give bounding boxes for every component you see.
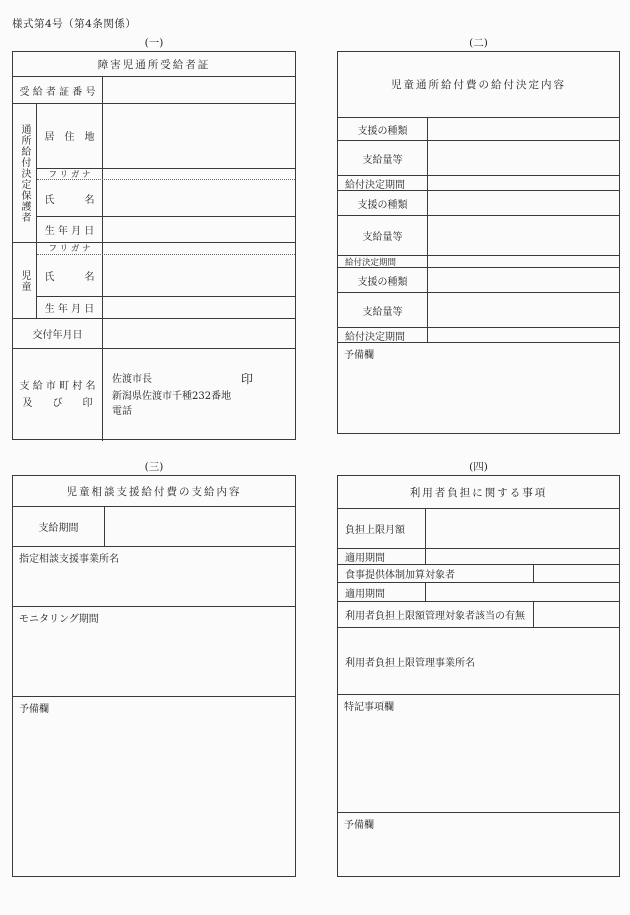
certificate-table: [12, 51, 296, 440]
supply-amount-row-3: [338, 293, 619, 328]
section-label-4: (四): [469, 461, 488, 473]
notes-label: 特記事項欄: [344, 702, 394, 713]
child-name-row: [37, 255, 295, 297]
child-group-label: 児童: [13, 243, 37, 318]
section-label-3: (三): [144, 461, 164, 473]
child-name-value: [103, 255, 295, 296]
seal-mark: 印: [240, 372, 253, 387]
guardian-furigana-value: [103, 169, 295, 180]
cap-office-label: 利用者負担上限管理事業所名: [345, 657, 475, 669]
support-type-row-1: [338, 118, 619, 141]
decision-period-value-3: [428, 328, 619, 342]
section-label-1: (一): [144, 37, 164, 49]
monthly-cap-label: 負担上限月額: [338, 509, 426, 548]
municipality-label: [13, 349, 103, 441]
recipient-number-label: 受 給 者 証 番 号: [13, 77, 103, 103]
municipality-row: [13, 349, 295, 441]
section-label-2: (二): [469, 37, 488, 49]
applicable-period-row-2: [338, 583, 619, 602]
certificate-title-row: [13, 52, 295, 77]
child-group: [13, 243, 295, 319]
cap-management-label: 利用者負担上限額管理対象者該当の有無: [345, 611, 525, 622]
supply-amount-label-3: 支給量等: [338, 293, 428, 327]
monthly-cap-value: [426, 509, 619, 548]
benefit-decision-title: 児童通所給付費の給付決定内容: [391, 79, 566, 91]
decision-period-row-1: [338, 176, 619, 191]
benefit-reserve-label: 予備欄: [344, 350, 374, 361]
notes-row: [338, 695, 619, 813]
decision-period-label-3: 給付決定期間: [338, 328, 428, 342]
user-burden-reserve-row: [338, 813, 619, 877]
guardian-group-label: 通所給付決定保護者: [13, 104, 37, 242]
cap-office-row: [338, 628, 619, 695]
decision-period-row-2: [338, 256, 619, 268]
meal-provision-label: 食事提供体制加算対象者: [345, 570, 455, 581]
guardian-birthdate-row: [37, 217, 295, 242]
mayor-phone: 電話: [112, 406, 132, 418]
payment-period-value: [105, 507, 295, 546]
issue-date-label: 交付年月日: [13, 319, 103, 348]
user-burden-title-row: [338, 476, 619, 509]
guardian-furigana-label: フ リ ガ ナ: [37, 169, 103, 180]
user-burden-title: 利用者負担に関する事項: [409, 486, 548, 499]
recipient-number-row: [13, 77, 295, 104]
consultation-title: 児童相談支援給付費の支給内容: [66, 485, 242, 498]
monitoring-period-label: モニタリング期間: [19, 614, 99, 625]
support-type-label-1: 支援の種類: [338, 118, 428, 140]
payment-period-label: 支給期間: [13, 507, 105, 546]
supply-amount-label-1: 支給量等: [338, 141, 428, 175]
child-birthdate-label: 生 年 月 日: [37, 297, 103, 318]
user-burden-table: [337, 475, 620, 877]
decision-period-row-3: [338, 328, 619, 343]
supply-amount-row-1: [338, 141, 619, 176]
consultation-office-label: 指定相談支援事業所名: [19, 554, 119, 565]
support-type-row-3: [338, 268, 619, 293]
residence-label: 居 住 地: [37, 104, 103, 168]
guardian-birthdate-label: 生 年 月 日: [37, 217, 103, 242]
applicable-period-value-2: [426, 583, 619, 601]
applicable-period-row-1: [338, 549, 619, 565]
child-birthdate-value: [103, 297, 295, 318]
decision-period-label-2: 給付決定期間: [338, 256, 428, 267]
recipient-number-value: [103, 77, 295, 103]
applicable-period-label-2: 適用期間: [338, 583, 426, 601]
cap-management-row: [338, 602, 619, 628]
municipality-value: [103, 349, 295, 441]
payment-period-row: [13, 507, 295, 547]
child-furigana-row: [37, 243, 295, 255]
consultation-support-table: [12, 475, 296, 877]
meal-provision-row: [338, 565, 619, 583]
municipality-label-line2: 及 び 印: [22, 398, 93, 409]
support-type-label-2: 支援の種類: [338, 191, 428, 215]
decision-period-value-1: [428, 176, 619, 190]
consultation-reserve-row: [13, 697, 295, 878]
municipality-label-line1: 支 給 市 町 村 名: [19, 381, 96, 392]
consultation-reserve-label: 予備欄: [19, 704, 49, 715]
consultation-office-row: [13, 547, 295, 607]
mayor-address: 新潟県佐渡市千種232番地: [112, 390, 232, 402]
cap-management-value: [533, 602, 619, 627]
child-birthdate-row: [37, 297, 295, 318]
consultation-title-row: [13, 476, 295, 507]
support-type-row-2: [338, 191, 619, 216]
support-type-value-2: [428, 191, 619, 215]
page-title: 様式第4号（第4条関係）: [12, 18, 137, 30]
meal-provision-value: [533, 565, 619, 582]
supply-amount-value-3: [428, 293, 619, 327]
support-type-value-3: [428, 268, 619, 292]
applicable-period-label-1: 適用期間: [338, 549, 426, 564]
guardian-birthdate-value: [103, 217, 295, 242]
decision-period-label-1: 給付決定期間: [338, 176, 428, 190]
child-name-label: 氏 名: [37, 255, 103, 296]
guardian-residence-row: [37, 104, 295, 169]
guardian-furigana-row: [37, 169, 295, 181]
issue-date-row: [13, 319, 295, 349]
monitoring-period-row: [13, 607, 295, 697]
user-burden-reserve-label: 予備欄: [344, 820, 374, 831]
supply-amount-value-2: [428, 216, 619, 255]
benefit-reserve-row: [338, 343, 619, 433]
applicable-period-value-1: [426, 549, 619, 564]
guardian-group: [13, 104, 295, 243]
supply-amount-row-2: [338, 216, 619, 256]
guardian-name-label: 氏 名: [37, 180, 103, 216]
support-type-value-1: [428, 118, 619, 140]
supply-amount-value-1: [428, 141, 619, 175]
guardian-name-value: [103, 180, 295, 216]
decision-period-value-2: [428, 256, 619, 267]
benefit-decision-table: [337, 51, 620, 434]
monthly-cap-row: [338, 509, 619, 549]
certificate-title: 障害児通所受給者証: [97, 58, 211, 71]
residence-value: [103, 104, 295, 168]
mayor-name: 佐渡市長: [112, 373, 152, 385]
issue-date-value: [103, 319, 295, 348]
benefit-decision-title-row: [338, 52, 619, 118]
child-furigana-value: [103, 243, 295, 254]
guardian-name-row: [37, 180, 295, 217]
support-type-label-3: 支援の種類: [338, 268, 428, 292]
child-furigana-label: フ リ ガ ナ: [37, 243, 103, 254]
supply-amount-label-2: 支給量等: [338, 216, 428, 255]
